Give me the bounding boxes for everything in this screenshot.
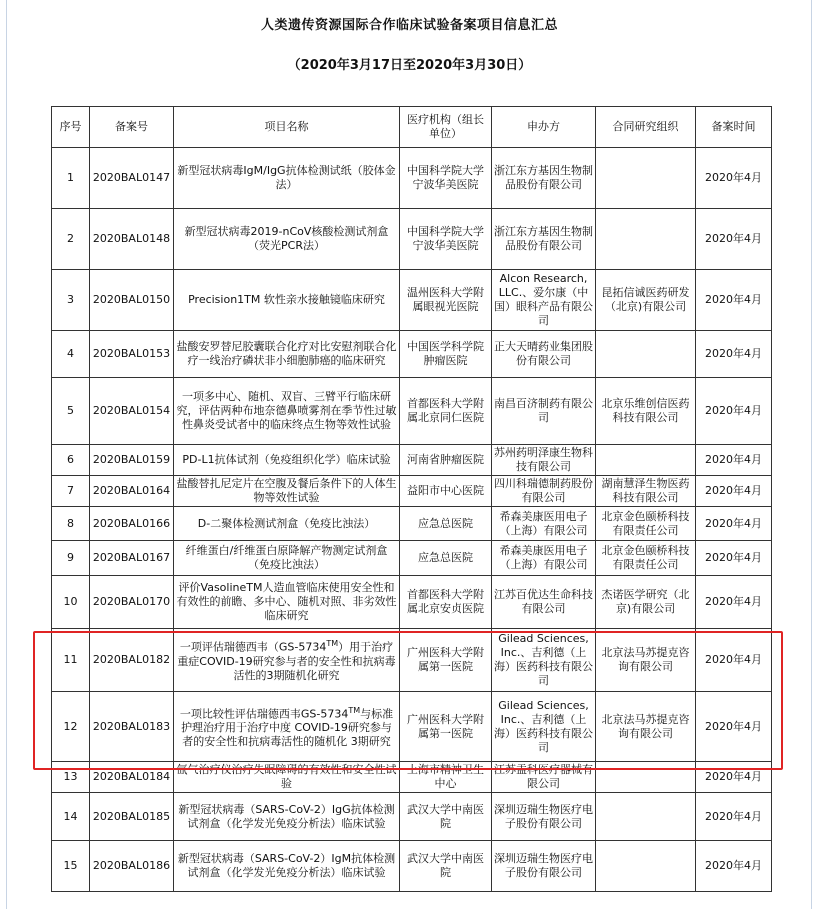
- cell-cro: [596, 793, 696, 841]
- table-row: [52, 629, 772, 692]
- cell-sponsor: 浙江东方基因生物制品股份有限公司: [492, 209, 596, 270]
- cell-seq: 12: [52, 692, 90, 762]
- table-row: [52, 270, 772, 331]
- cell-cro: 北京法马苏提克咨询有限公司: [596, 629, 696, 692]
- cell-record-no: 2020BAL0153: [90, 331, 174, 378]
- cell-sponsor: 希森美康医用电子（上海）有限公司: [492, 507, 596, 541]
- cell-time: 2020年4月: [696, 209, 772, 270]
- table-row: [52, 507, 772, 541]
- cell-institution: 中国科学院大学宁波华美医院: [400, 148, 492, 209]
- project-text-b: 与标准护理治疗用于治疗中度 COVID-19研究参与者的安全性和抗病毒活性的随机化 3期研究: [181, 707, 394, 749]
- cell-record-no: 2020BAL0182: [90, 629, 174, 692]
- cell-cro: 北京法马苏提克咨询有限公司: [596, 692, 696, 762]
- cell-project: [174, 629, 400, 692]
- records-table: [51, 106, 772, 892]
- cell-project: 评价VasolineTM人造血管临床使用安全性和有效性的前瞻、多中心、随机对照、非劣效性临床研究: [174, 576, 400, 629]
- cell-time: 2020年4月: [696, 148, 772, 209]
- cell-record-no: 2020BAL0185: [90, 793, 174, 841]
- cell-time: 2020年4月: [696, 762, 772, 793]
- project-text-a: 一项比较性评估瑞德西韦GS-5734: [179, 707, 349, 721]
- header-record-no: 备案号: [90, 107, 174, 148]
- cell-sponsor: 江苏百优达生命科技有限公司: [492, 576, 596, 629]
- trademark-mark: TM: [326, 639, 339, 649]
- cell-record-no: 2020BAL0147: [90, 148, 174, 209]
- cell-seq: 2: [52, 209, 90, 270]
- cell-cro: 昆拓信诚医药研发（北京)有限公司: [596, 270, 696, 331]
- page-title: 人类遗传资源国际合作临床试验备案项目信息汇总: [260, 18, 558, 33]
- cell-record-no: 2020BAL0164: [90, 476, 174, 507]
- cell-sponsor: 正大天晴药业集团股份有限公司: [492, 331, 596, 378]
- cell-cro: [596, 762, 696, 793]
- cell-institution: 应急总医院: [400, 541, 492, 576]
- cell-record-no: 2020BAL0167: [90, 541, 174, 576]
- cell-record-no: 2020BAL0183: [90, 692, 174, 762]
- cell-seq: 13: [52, 762, 90, 793]
- cell-time: 2020年4月: [696, 445, 772, 476]
- header-cro: 合同研究组织: [596, 107, 696, 148]
- cell-time: 2020年4月: [696, 378, 772, 445]
- cell-project: 一项多中心、随机、双盲、三臂平行临床研究，评估两种布地奈德鼻喷雾剂在季节性过敏性鼻炎受试者中的临床终点生物等效性试验: [174, 378, 400, 445]
- cell-time: 2020年4月: [696, 576, 772, 629]
- cell-institution: 广州医科大学附属第一医院: [400, 692, 492, 762]
- cell-cro: 杰诺医学研究（北京)有限公司: [596, 576, 696, 629]
- cell-project: 盐酸替扎尼定片在空腹及餐后条件下的人体生物等效性试验: [174, 476, 400, 507]
- cell-sponsor: 江苏盂科医疗器械有限公司: [492, 762, 596, 793]
- cell-project: [174, 692, 400, 762]
- table-row: [52, 445, 772, 476]
- cell-institution: 武汉大学中南医院: [400, 841, 492, 892]
- table-header-row: [52, 107, 772, 148]
- page-frame-left: [6, 0, 7, 909]
- cell-sponsor: Gilead Sciences, Inc.、吉利德（上海）医药科技有限公司: [492, 692, 596, 762]
- page-subtitle: （2020年3月17日至2020年3月30日）: [287, 58, 532, 73]
- cell-sponsor: Gilead Sciences, Inc.、吉利德（上海）医药科技有限公司: [492, 629, 596, 692]
- cell-cro: [596, 445, 696, 476]
- cell-time: 2020年4月: [696, 270, 772, 331]
- project-text-b: ）用于治疗重症COVID-19研究参与者的安全性和抗病毒活性的3期随机化研究: [177, 640, 396, 682]
- cell-institution: 中国医学科学院肿瘤医院: [400, 331, 492, 378]
- table-row: [52, 378, 772, 445]
- cell-institution: 温州医科大学附属眼视光医院: [400, 270, 492, 331]
- cell-time: 2020年4月: [696, 841, 772, 892]
- cell-sponsor: 南昌百济制药有限公司: [492, 378, 596, 445]
- cell-cro: [596, 331, 696, 378]
- cell-record-no: 2020BAL0184: [90, 762, 174, 793]
- cell-sponsor: 深圳迈瑞生物医疗电子股份有限公司: [492, 793, 596, 841]
- table-row: [52, 762, 772, 793]
- cell-institution: 应急总医院: [400, 507, 492, 541]
- table-row: [52, 476, 772, 507]
- cell-time: 2020年4月: [696, 629, 772, 692]
- cell-project: 新型冠状病毒2019-nCoV核酸检测试剂盒（荧光PCR法）: [174, 209, 400, 270]
- page-frame-right: [811, 0, 812, 909]
- cell-record-no: 2020BAL0154: [90, 378, 174, 445]
- cell-institution: 上海市精神卫生中心: [400, 762, 492, 793]
- header-sponsor: 申办方: [492, 107, 596, 148]
- cell-seq: 9: [52, 541, 90, 576]
- cell-time: 2020年4月: [696, 793, 772, 841]
- cell-record-no: 2020BAL0150: [90, 270, 174, 331]
- cell-seq: 14: [52, 793, 90, 841]
- cell-cro: 北京金色颐桥科技有限责任公司: [596, 507, 696, 541]
- cell-seq: 4: [52, 331, 90, 378]
- cell-record-no: 2020BAL0170: [90, 576, 174, 629]
- cell-cro: [596, 148, 696, 209]
- cell-project: 新型冠状病毒（SARS-CoV-2）IgM抗体检测试剂盒（化学发光免疫分析法）临床试验: [174, 841, 400, 892]
- cell-record-no: 2020BAL0148: [90, 209, 174, 270]
- table-row: [52, 148, 772, 209]
- table-row: [52, 209, 772, 270]
- cell-project: PD-L1抗体试剂（免疫组织化学）临床试验: [174, 445, 400, 476]
- cell-institution: 首都医科大学附属北京同仁医院: [400, 378, 492, 445]
- cell-project: 氙气治疗仪治疗失眠障碍的有效性和安全性试验: [174, 762, 400, 793]
- cell-sponsor: 浙江东方基因生物制品股份有限公司: [492, 148, 596, 209]
- cell-time: 2020年4月: [696, 476, 772, 507]
- cell-cro: [596, 209, 696, 270]
- cell-sponsor: Alcon Research, LLC.、爱尔康（中国）眼科产品有限公司: [492, 270, 596, 331]
- cell-cro: 北京金色颐桥科技有限责任公司: [596, 541, 696, 576]
- cell-sponsor: 深圳迈瑞生物医疗电子股份有限公司: [492, 841, 596, 892]
- header-time: 备案时间: [696, 107, 772, 148]
- table-row: [52, 331, 772, 378]
- header-institution: 医疗机构（组长单位）: [400, 107, 492, 148]
- cell-institution: 益阳市中心医院: [400, 476, 492, 507]
- cell-cro: [596, 841, 696, 892]
- cell-seq: 15: [52, 841, 90, 892]
- cell-seq: 10: [52, 576, 90, 629]
- cell-seq: 7: [52, 476, 90, 507]
- table-row: [52, 793, 772, 841]
- cell-seq: 3: [52, 270, 90, 331]
- cell-time: 2020年4月: [696, 331, 772, 378]
- cell-project: Precision1TM 软性亲水接触镜临床研究: [174, 270, 400, 331]
- header-project: 项目名称: [174, 107, 400, 148]
- cell-project: D-二聚体检测试剂盒（免疫比浊法）: [174, 507, 400, 541]
- cell-time: 2020年4月: [696, 541, 772, 576]
- cell-institution: 广州医科大学附属第一医院: [400, 629, 492, 692]
- table-row: [52, 576, 772, 629]
- cell-sponsor: 四川科瑞德制药股份有限公司: [492, 476, 596, 507]
- cell-seq: 1: [52, 148, 90, 209]
- cell-project: 盐酸安罗替尼胶囊联合化疗对比安慰剂联合化疗一线治疗磷状非小细胞肺癌的临床研究: [174, 331, 400, 378]
- cell-institution: 武汉大学中南医院: [400, 793, 492, 841]
- cell-seq: 11: [52, 629, 90, 692]
- cell-seq: 6: [52, 445, 90, 476]
- cell-record-no: 2020BAL0166: [90, 507, 174, 541]
- cell-record-no: 2020BAL0186: [90, 841, 174, 892]
- trademark-mark: TM: [348, 705, 361, 715]
- cell-seq: 8: [52, 507, 90, 541]
- cell-cro: 北京乐维创信医药科技有限公司: [596, 378, 696, 445]
- cell-time: 2020年4月: [696, 692, 772, 762]
- cell-project: 新型冠状病毒IgM/IgG抗体检测试纸（胶体金法）: [174, 148, 400, 209]
- cell-institution: 首都医科大学附属北京安贞医院: [400, 576, 492, 629]
- cell-institution: 中国科学院大学宁波华美医院: [400, 209, 492, 270]
- cell-cro: 湖南慧泽生物医药科技有限公司: [596, 476, 696, 507]
- cell-seq: 5: [52, 378, 90, 445]
- cell-sponsor: 苏州药明泽康生物科技有限公司: [492, 445, 596, 476]
- cell-project: 新型冠状病毒（SARS-CoV-2）IgG抗体检测试剂盒（化学发光免疫分析法）临床试验: [174, 793, 400, 841]
- cell-time: 2020年4月: [696, 507, 772, 541]
- table-row: [52, 692, 772, 762]
- project-text-a: 一项评估瑞德西韦（GS-5734: [179, 640, 327, 654]
- cell-institution: 河南省肿瘤医院: [400, 445, 492, 476]
- table-row: [52, 541, 772, 576]
- header-seq: 序号: [52, 107, 90, 148]
- cell-project: 纤维蛋白/纤维蛋白原降解产物测定试剂盒（免疫比浊法）: [174, 541, 400, 576]
- cell-record-no: 2020BAL0159: [90, 445, 174, 476]
- cell-sponsor: 希森美康医用电子（上海）有限公司: [492, 541, 596, 576]
- table-row: [52, 841, 772, 892]
